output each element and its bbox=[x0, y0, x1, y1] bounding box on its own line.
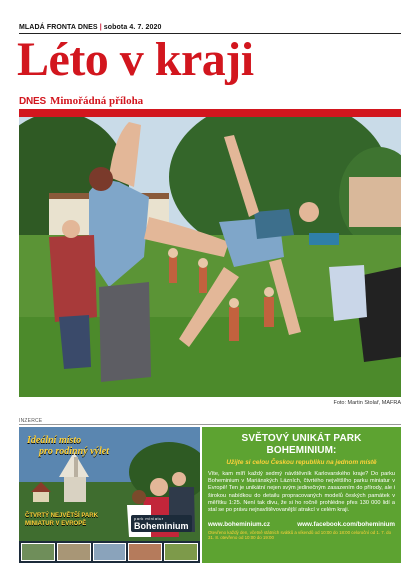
photo-illustration bbox=[19, 117, 401, 397]
masthead-paper: MLADÁ FRONTA DNES bbox=[19, 24, 98, 31]
thumbnail bbox=[128, 543, 162, 561]
ad-heading-line1: SVĚTOVÝ UNIKÁT PARK bbox=[241, 433, 362, 444]
supplement-line bbox=[19, 95, 143, 108]
ad-thumbnail-strip bbox=[19, 541, 200, 563]
photo-credit: Foto: Martin Stolař, MAFRA bbox=[333, 400, 401, 406]
boheminium-logo bbox=[131, 515, 192, 532]
ad-rule bbox=[19, 424, 401, 425]
masthead-date: sobota 4. 7. 2020 bbox=[103, 24, 162, 31]
ad-slogan-line2: pro rodinný výlet bbox=[39, 446, 109, 457]
main-photo bbox=[19, 117, 401, 397]
ad-heading bbox=[208, 433, 395, 456]
ad-opening-hours: Otevřeno každý den, včetně státních svátků a víkendů od 10:00 do 18:00 celoroční od 1. 7. do 31. 8. otevřeno od 10:00 do 19:00 bbox=[208, 530, 392, 541]
ad-label: INZERCE bbox=[19, 418, 43, 424]
thumbnail bbox=[57, 543, 91, 561]
ad-body-text: Víte, kam míří každý sedmý návštěvník Karlovarského kraje? Do parku Boheminium v Mariánských Lázních, čtvrtého největšího parku miniatur v Evropě! Ten je unikátní nejen svým jedinečným zasazením do přírody, ale i širokou nabídkou do detailu propracovaných modelů českých památek v měřítku 1:25. Není tak divu, že si ho ročně prohlédne přes 130 000 lidí a stal se po právu nejnavštěvovanější atrakcí v celém kraji. bbox=[208, 471, 395, 514]
thumbnail bbox=[164, 543, 198, 561]
ad-text-panel bbox=[202, 427, 401, 563]
brand-logo: DNES bbox=[19, 96, 46, 107]
ad-badge-line2: MINIATUR V EVROPĚ bbox=[25, 520, 87, 527]
ad-slogan-line1: Ideální místo bbox=[27, 435, 82, 446]
ad-slogan bbox=[27, 435, 109, 457]
ad-heading-line2: BOHEMINIUM: bbox=[266, 444, 337, 456]
page-title: Léto v kraji bbox=[17, 33, 254, 86]
ad-badge bbox=[25, 513, 98, 528]
header-red-bar bbox=[19, 109, 401, 117]
logo-text: Boheminium bbox=[134, 521, 189, 531]
ad-web-link[interactable]: www.boheminium.cz bbox=[208, 521, 271, 529]
advertisement[interactable] bbox=[19, 427, 401, 563]
ad-badge-line1: ČTVRTÝ NEJVĚTŠÍ PARK bbox=[25, 513, 98, 519]
logo-sub: park miniatur bbox=[134, 516, 164, 521]
ad-image-panel bbox=[19, 427, 200, 563]
thumbnail bbox=[93, 543, 127, 561]
masthead: MLADÁ FRONTA DNES | sobota 4. 7. 2020 bbox=[19, 24, 162, 31]
thumbnail bbox=[21, 543, 55, 561]
ad-tagline: Užijte si celou Českou republiku na jednom místě bbox=[226, 459, 377, 466]
ad-facebook-link[interactable]: www.facebook.com/boheminium bbox=[297, 521, 395, 529]
ad-links bbox=[208, 521, 395, 528]
supplement-label: Mimořádná příloha bbox=[49, 95, 144, 107]
